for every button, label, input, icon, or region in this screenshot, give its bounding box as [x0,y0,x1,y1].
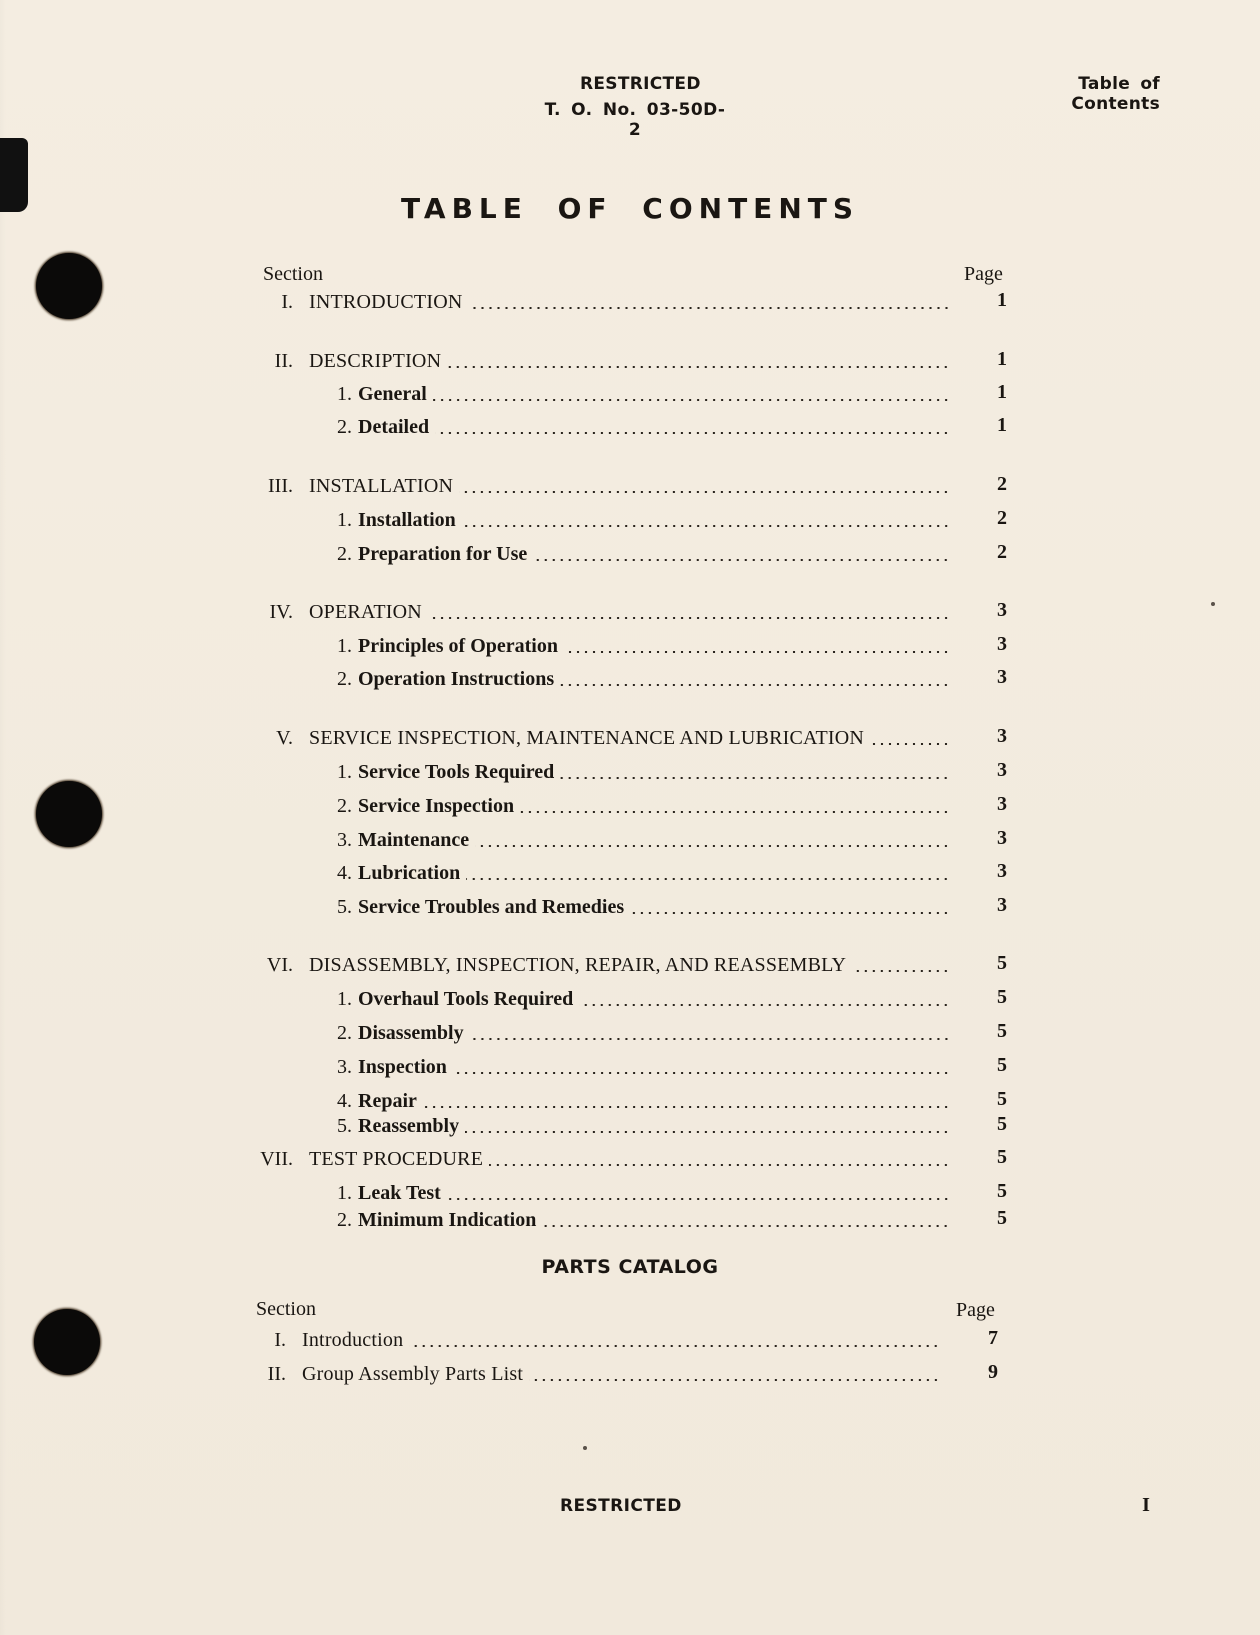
entry-title: Reassembly [358,1115,460,1137]
entry-title: Disassembly [358,1022,464,1044]
margin-tab-mark [0,138,28,212]
entry-title: OPERATION [309,601,422,623]
toc-entry [247,1146,956,1172]
entry-number: VI. [266,954,293,976]
entry-title: SERVICE INSPECTION, MAINTENANCE AND LUBRICATION [309,727,865,749]
dot-leader [459,491,950,493]
toc-entry [240,1361,946,1387]
dot-leader [475,845,950,847]
entry-title: Service Tools Required [358,761,555,783]
dot-leader [520,811,950,813]
entry-title: INTRODUCTION [309,291,463,313]
toc-page-header: Page [964,263,1003,285]
entry-page-number: 5 [997,1020,1007,1042]
entry-page-number: 3 [997,725,1007,747]
entry-title: Detailed [358,416,430,438]
binder-hole-top [36,253,102,319]
paper-speck [583,1446,587,1450]
header-section-label: Table of Contents [1071,74,1160,114]
dot-leader [469,307,951,309]
entry-number: 3. [337,829,352,851]
dot-leader [423,1106,950,1108]
entry-number: II. [274,350,293,372]
entry-title: Maintenance [358,829,470,851]
entry-page-number: 3 [997,633,1007,655]
dot-leader [542,1225,950,1227]
dot-leader [630,912,950,914]
entry-number: 1. [337,635,352,657]
entry-number: 1. [337,988,352,1010]
toc-entry [328,1207,956,1233]
toc-entry [328,1054,956,1080]
entry-page-number: 5 [997,986,1007,1008]
dot-leader [465,1131,950,1133]
toc-entry [328,759,956,785]
entry-page-number: 2 [997,541,1007,563]
dot-leader [533,559,950,561]
entry-title: Leak Test [358,1182,441,1204]
toc-entry [328,1020,956,1046]
binder-hole-middle [36,781,102,847]
paper-speck [1211,602,1215,606]
toc-entry [328,860,956,886]
footer-classification: RESTRICTED [560,1496,682,1516]
entry-title: Lubrication [358,862,461,884]
dot-leader [489,1164,950,1166]
toc-entry [247,289,956,315]
toc-entry [247,348,956,374]
toc-entry [247,725,956,751]
footer-page-number: I [1142,1494,1150,1516]
parts-page-header: Page [956,1299,995,1321]
entry-page-number: 3 [997,599,1007,621]
dot-leader [435,432,950,434]
toc-entry [240,1327,946,1353]
entry-number: VII. [260,1148,293,1170]
entry-number: 2. [337,668,352,690]
dot-leader [409,1345,940,1347]
entry-page-number: 1 [997,348,1007,370]
dot-leader [529,1379,940,1381]
toc-entry [328,633,956,659]
entry-title: TEST PROCEDURE [309,1148,484,1170]
entry-title: Inspection [358,1056,447,1078]
dot-leader [870,743,950,745]
entry-number: 2. [337,416,352,438]
dot-leader [462,525,950,527]
entry-page-number: 5 [997,1088,1007,1110]
binder-hole-bottom [34,1309,100,1375]
entry-page-number: 5 [997,1207,1007,1229]
entry-number: I. [281,291,293,313]
entry-title: Principles of Operation [358,635,558,657]
entry-number: 1. [337,509,352,531]
entry-page-number: 1 [997,414,1007,436]
entry-number: 4. [337,862,352,884]
entry-number: 1. [337,761,352,783]
toc-entry [328,827,956,853]
dot-leader [428,617,950,619]
toc-entry [328,1113,956,1139]
entry-title: Introduction [302,1329,404,1351]
entry-number: I. [274,1329,286,1351]
entry-title: General [358,383,427,405]
dot-leader [564,651,950,653]
entry-number: IV. [269,601,293,623]
dot-leader [453,1072,950,1074]
toc-entry [328,381,956,407]
entry-page-number: 3 [997,860,1007,882]
dot-leader [433,399,950,401]
entry-title: Service Inspection [358,795,515,817]
entry-number: 3. [337,1056,352,1078]
entry-page-number: 5 [997,1054,1007,1076]
entry-page-number: 1 [997,289,1007,311]
entry-page-number: 3 [997,827,1007,849]
entry-page-number: 7 [988,1327,998,1349]
entry-page-number: 5 [997,1113,1007,1135]
toc-entry [328,414,956,440]
entry-number: 4. [337,1090,352,1112]
dot-leader [560,684,950,686]
entry-number: V. [276,727,293,749]
entry-page-number: 5 [997,1180,1007,1202]
toc-entry [247,473,956,499]
entry-page-number: 3 [997,759,1007,781]
entry-number: 2. [337,1022,352,1044]
toc-section-header: Section [263,263,323,285]
header-classification: RESTRICTED [580,74,701,94]
parts-catalog-title: PARTS CATALOG [541,1256,719,1278]
entry-page-number: 1 [997,381,1007,403]
entry-title: DISASSEMBLY, INSPECTION, REPAIR, AND REASSEMBLY [309,954,847,976]
entry-page-number: 5 [997,952,1007,974]
toc-entry [328,793,956,819]
toc-entry [328,507,956,533]
dot-leader [466,878,950,880]
dot-leader [447,1198,950,1200]
dot-leader [852,970,950,972]
entry-title: Minimum Indication [358,1209,537,1231]
page-title: TABLE OF CONTENTS [400,192,860,225]
toc-entry [328,541,956,567]
entry-number: 2. [337,795,352,817]
dot-leader [579,1004,950,1006]
entry-number: 2. [337,543,352,565]
dot-leader [560,777,950,779]
toc-entry [328,986,956,1012]
entry-title: Preparation for Use [358,543,528,565]
entry-title: Overhaul Tools Required [358,988,574,1010]
technical-order-number: T. O. No. 03-50D-2 [544,100,726,140]
entry-number: 1. [337,383,352,405]
toc-entry [328,666,956,692]
entry-number: 2. [337,1209,352,1231]
entry-number: II. [267,1363,286,1385]
entry-number: 5. [337,1115,352,1137]
entry-number: III. [268,475,293,497]
entry-title: Installation [358,509,456,531]
entry-number: 1. [337,1182,352,1204]
dot-leader [470,1038,950,1040]
toc-entry [328,1088,956,1114]
entry-title: DESCRIPTION [309,350,442,372]
entry-number: 5. [337,896,352,918]
toc-entry [328,894,956,920]
entry-page-number: 5 [997,1146,1007,1168]
entry-page-number: 3 [997,793,1007,815]
entry-page-number: 2 [997,473,1007,495]
entry-title: Repair [358,1090,417,1112]
toc-entry [247,952,956,978]
entry-page-number: 9 [988,1361,998,1383]
entry-page-number: 2 [997,507,1007,529]
toc-entry [328,1180,956,1206]
entry-title: Operation Instructions [358,668,555,690]
dot-leader [447,366,950,368]
entry-title: INSTALLATION [309,475,454,497]
parts-section-header: Section [256,1298,316,1320]
entry-page-number: 3 [997,894,1007,916]
entry-title: Group Assembly Parts List [302,1363,524,1385]
entry-page-number: 3 [997,666,1007,688]
entry-title: Service Troubles and Remedies [358,896,625,918]
toc-entry [247,599,956,625]
